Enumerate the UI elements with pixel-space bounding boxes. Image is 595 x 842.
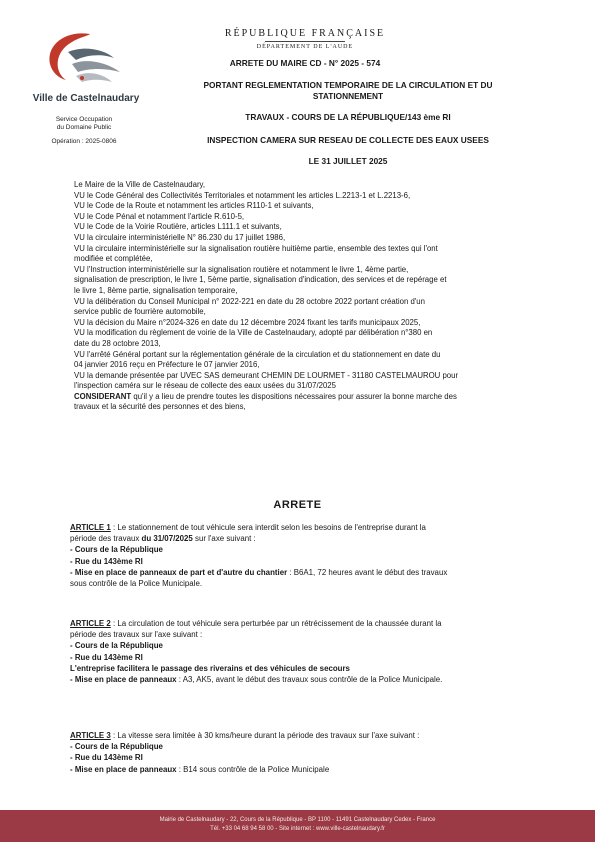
article-3-street: - Cours de la République [70,742,163,752]
preamble-line: VU la délibération du Conseil Municipal n° 2022-221 en date du 28 octobre 2022 portant création d'un [74,296,425,306]
works-title: TRAVAUX - COURS DE LA RÉPUBLIQUE/143 ème RI [245,112,451,122]
article-1-street: - Rue du 143ème RI [70,556,143,566]
article-1-panels-text: : B6A1, 72 heures avant le début des travaux [287,567,448,577]
considerant-line2: travaux et la sécurité des personnes et des biens, [74,402,246,412]
article-2-facilitate: L'entreprise facilitera le passage des riverains et des véhicules de secours [70,663,350,673]
arrete-heading: ARRETE [273,499,322,511]
article-2-street: - Rue du 143ème RI [70,652,143,662]
city-name: Ville de Castelnaudary [32,93,140,104]
considerant-label: CONSIDERANT [74,391,132,401]
article-2-panels-label: - Mise en place de panneaux [70,675,177,685]
subject-line2: STATIONNEMENT [312,91,384,101]
article-1 [70,522,560,589]
service-line2: du Domaine Public [56,124,112,131]
republic-title: RÉPUBLIQUE FRANÇAISE [224,28,386,39]
preamble-line: signalisation de prescription, le livre 1, 5ème partie, signalisation d'indication, des services et de repérage et [74,275,447,285]
article-1-panels-label: - Mise en place de panneaux de part et d'autre du chantier [70,567,288,577]
footer-address: Mairie de Castelnaudary - 22, Cours de la République - BP 1100 - 11491 Castelnaudary Cedex - France [159,817,436,823]
article-3-panels-text: : B14 sous contrôle de la Police Municipale [176,764,330,774]
article-2-panels-text: : A3, AK5, avant le début des travaux sous contrôle de la Police Municipale. [176,675,443,685]
considerant-line [74,392,560,403]
article-2-text: : La circulation de tout véhicule sera perturbée par un rétrécissement de la chaussée durant la [110,619,442,628]
preamble-line: service public de fourrière automobile, [74,307,206,317]
article-2-text2: période des travaux sur l'axe suivant : [70,630,203,640]
article-3-label: ARTICLE 3 [70,731,111,740]
preamble-line: VU l'arrêté Général portant sur la réglementation générale de la circulation et du stationnement en date du [74,349,441,359]
article-2 [70,618,560,685]
arrete-number: ARRETE DU MAIRE CD - N° 2025 - 574 [229,58,381,68]
operation-number: Opération : 2025-0806 [51,138,117,145]
preamble-line: Le Maire de la Ville de Castelnaudary, [74,180,206,189]
preamble-line: VU la décision du Maire n°2024-326 en date du 12 décembre 2024 fixant les tarifs municipaux 2025, [74,317,421,327]
service-line1: Service Occupation [55,116,113,123]
article-1-text3: sur l'axe suivant : [192,534,256,544]
header-divider [265,41,345,42]
article-1-text: : Le stationnement de tout véhicule sera interdit selon les besoins de l'entreprise durant la [110,523,426,532]
article-1-text2: période des travaux [70,534,142,544]
preamble-line: VU la demande présentée par UVEC SAS demeurant CHEMIN DE LOURMET - 31180 CASTELMAUROU pour [74,370,459,380]
article-3-text: : La vitesse sera limitée à 30 kms/heure durant la période des travaux sur l'axe suivant : [110,731,420,740]
preamble-line: date du 28 octobre 2013, [74,338,161,348]
preamble-line: modifiée et complétée, [74,254,153,264]
inspection-title: INSPECTION CAMERA SUR RESEAU DE COLLECTE DES EAUX USEES [207,135,489,145]
article-2-street: - Cours de la République [70,641,163,651]
preamble-line: VU l'Instruction interministérielle sur la signalisation routière et notamment le livre 1, 4ème partie, [74,264,409,274]
footer-band [0,810,595,842]
preamble [74,180,560,413]
article-3-street: - Rue du 143ème RI [70,753,143,763]
preamble-line: VU le Code Général des Collectivités Territoriales et notamment les articles L.2213-1 et L.2213-6, [74,190,411,200]
city-logo-icon [42,28,126,94]
preamble-line: VU le Code de la Route et notamment les articles R110-1 et suivants, [74,201,314,211]
preamble-line: VU la modification du règlement de voirie de la Ville de Castelnaudary, adopté par délibération n°380 en [74,328,433,338]
preamble-line: VU la circulaire interministérielle sur la signalisation routière huitième partie, ensemble des textes qui l'ont [74,243,438,253]
arrete-date: LE 31 JUILLET 2025 [308,156,388,166]
considerant-text: qu'il y a lieu de prendre toutes les dispositions nécessaires pour assurer la bonne marche des [131,391,457,401]
department-title: DÉPARTEMENT DE L'AUDE [256,44,354,50]
article-3-panels-label: - Mise en place de panneaux [70,764,177,774]
preamble-line: VU le Code de la Voirie Routière, articles L111.1 et suivants, [74,222,282,232]
subject-line1: PORTANT REGLEMENTATION TEMPORAIRE DE LA CIRCULATION ET DU [203,80,493,90]
preamble-line: le livre 1, 8ème partie, signalisation temporaire, [74,285,238,295]
preamble-line: 04 janvier 2016 reçu en Préfecture le 07 janvier 2016, [74,360,260,370]
article-2-label: ARTICLE 2 [70,619,111,628]
preamble-line: l'inspection caméra sur le réseau de collecte des eaux usées du 31/07/2025 [74,381,336,391]
preamble-line: VU le Code Pénal et notamment l'article R.610-5, [74,211,245,221]
article-1-label: ARTICLE 1 [70,523,111,532]
article-3 [70,730,560,775]
footer-contact: Tél. +33 04 68 94 58 00 - Site internet : www.ville-castelnaudary.fr [210,826,385,832]
article-1-street: - Cours de la République [70,545,163,555]
article-1-panels-text2: sous contrôle de la Police Municipale. [70,579,203,589]
article-1-date: du 31/07/2025 [141,534,193,544]
preamble-line: VU la circulaire interministérielle N° 86.230 du 17 juillet 1986, [74,232,286,242]
